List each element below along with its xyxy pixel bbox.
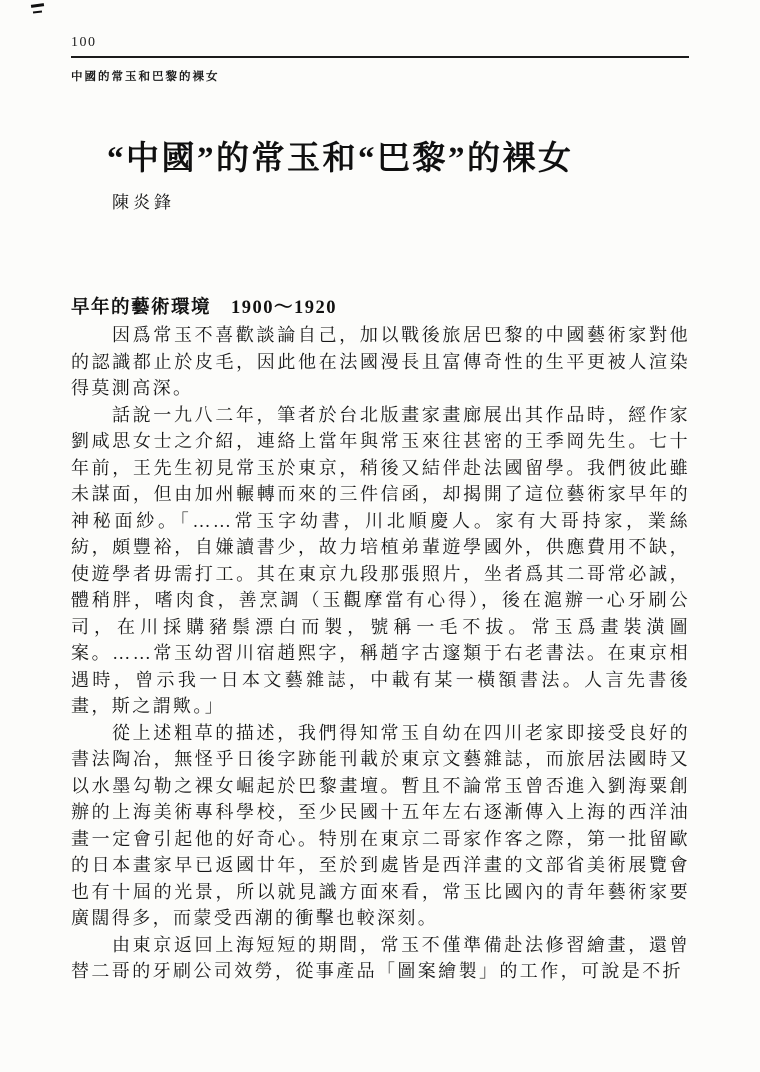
scan-artifact-mark [30, 4, 46, 16]
running-header: 中國的常玉和巴黎的裸女 [71, 71, 220, 83]
section-heading: 早年的藝術環境 1900～1920 [71, 298, 338, 318]
scan-artifact-stroke-top [31, 3, 44, 8]
page-number: 100 [71, 35, 97, 50]
body-paragraph: 話說一九八二年，筆者於台北版畫家畫廊展出其作品時，經作家劉咸思女士之介紹，連絡上當年與常玉來往甚密的王季岡先生。七十年前，王先生初見常玉於東京，稍後又結伴赴法國留學。我們彼此雖未謀面，但由加州輾轉而來的三件信函，却揭開了這位藝術家早年的神秘面紗。「……常玉字幼書，川北順慶人。家有大哥持家，業絲紡，頗豐裕，自嫌讀書少，故力培植弟輩遊學國外，供應費用不缺，使遊學者毋需打工。其在東京九段那張照片，坐者爲其二哥常必誠，體稍胖，嗜肉食，善烹調（玉觀摩當有心得），後在滬辦一心牙刷公司，在川採購豬鬃漂白而製，號稱一毛不拔。常玉爲畫裝潢圖案。……常玉幼習川宿趙熙字，稱趙字古邃類于右老書法。在東京相遇時，曾示我一日本文藝雜誌，中載有某一橫額書法。人言先書後畫，斯之謂歟。」 [71, 404, 690, 716]
header-rule [71, 56, 689, 58]
scan-artifact-stroke-bottom [33, 11, 42, 14]
body-paragraph: 從上述粗草的描述，我們得知常玉自幼在四川老家即接受良好的書法陶冶，無怪乎日後字跡能刊載於東京文藝雜誌，而旅居法國時又以水墨勾勒之裸女崛起於巴黎畫壇。暫且不論常玉曾否進入劉海粟創辦的上海美術專科學校，至少民國十五年左右逐漸傳入上海的西洋油畫一定會引起他的好奇心。特別在東京二哥家作客之際，第一批留歐的日本畫家早已返國廿年，至於到處皆是西洋畫的文部省美術展覽會也有十屆的光景，所以就見識方面來看，常玉比國內的青年藝術家要廣闊得多，而蒙受西潮的衝擊也較深刻。 [71, 722, 690, 928]
body-paragraph: 由東京返回上海短短的期間，常玉不僅準備赴法修習繪畫，還曾替二哥的牙刷公司效勞，從事產品「圖案繪製」的工作，可說是不折 [71, 934, 690, 981]
article-body [71, 322, 690, 985]
body-paragraph: 因爲常玉不喜歡談論自己，加以戰後旅居巴黎的中國藝術家對他的認識都止於皮毛，因此他在法國漫長且富傳奇性的生平更被人渲染得莫測高深。 [71, 325, 690, 398]
article-title: “中國”的常玉和“巴黎”的裸女 [107, 141, 574, 177]
author-name: 陳炎鋒 [112, 193, 175, 212]
